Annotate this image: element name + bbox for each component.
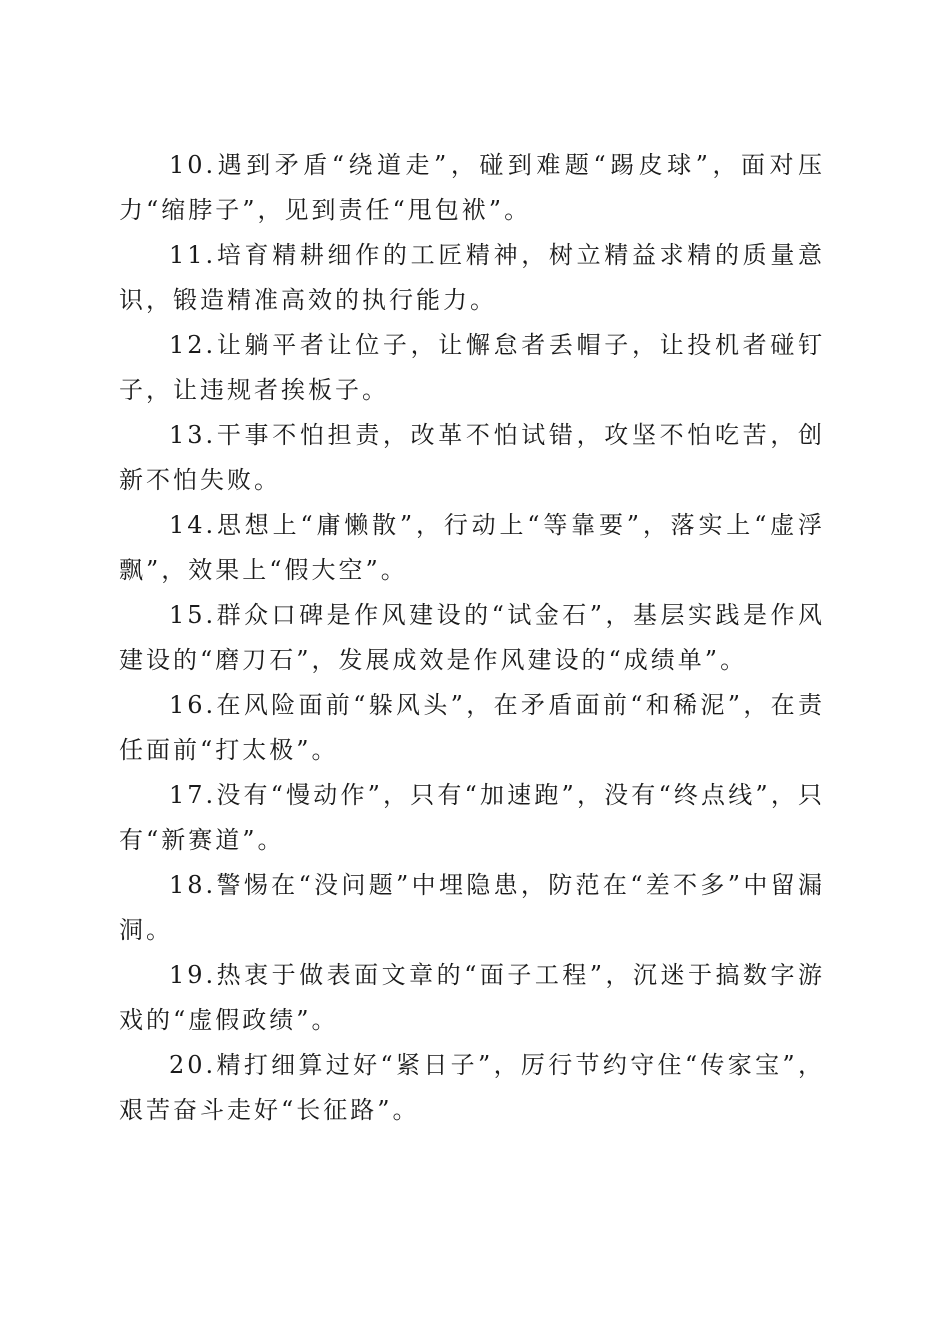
list-item [119, 863, 825, 953]
list-item [119, 233, 825, 323]
list-item [119, 503, 825, 593]
item-text: 让躺平者让位子，让懈怠者丢帽子，让投机者碰钉子，让违规者挨板子。 [119, 331, 825, 404]
item-number: 19. [169, 961, 217, 989]
item-number: 11. [169, 241, 217, 269]
item-number: 18. [169, 871, 217, 899]
list-item [119, 953, 825, 1043]
item-text: 警惕在“没问题”中埋隐患，防范在“差不多”中留漏洞。 [119, 871, 825, 944]
item-number: 16. [169, 691, 217, 719]
item-number: 20. [169, 1051, 217, 1079]
item-text: 没有“慢动作”，只有“加速跑”，没有“终点线”，只有“新赛道”。 [119, 781, 825, 854]
item-number: 15. [169, 601, 217, 629]
item-number: 10. [169, 151, 217, 179]
list-item [119, 593, 825, 683]
item-text: 群众口碑是作风建设的“试金石”，基层实践是作风建设的“磨刀石”，发展成效是作风建设的“成绩单”。 [119, 601, 825, 674]
item-text: 热衷于做表面文章的“面子工程”，沉迷于搞数字游戏的“虚假政绩”。 [119, 961, 825, 1034]
item-number: 12. [169, 331, 217, 359]
list-item [119, 413, 825, 503]
item-number: 13. [169, 421, 217, 449]
list-item [119, 143, 825, 233]
item-number: 14. [169, 511, 217, 539]
item-number: 17. [169, 781, 217, 809]
item-text: 培育精耕细作的工匠精神，树立精益求精的质量意识，锻造精准高效的执行能力。 [119, 241, 825, 314]
list-item [119, 1043, 825, 1133]
item-text: 思想上“庸懒散”，行动上“等靠要”，落实上“虚浮飘”，效果上“假大空”。 [119, 511, 825, 584]
document-body [119, 143, 825, 1133]
list-item [119, 323, 825, 413]
list-item [119, 773, 825, 863]
item-text: 在风险面前“躲风头”，在矛盾面前“和稀泥”，在责任面前“打太极”。 [119, 691, 825, 764]
item-text: 精打细算过好“紧日子”，厉行节约守住“传家宝”，艰苦奋斗走好“长征路”。 [119, 1051, 825, 1124]
item-text: 干事不怕担责，改革不怕试错，攻坚不怕吃苦，创新不怕失败。 [119, 421, 825, 494]
item-text: 遇到矛盾“绕道走”，碰到难题“踢皮球”，面对压力“缩脖子”，见到责任“甩包袱”。 [119, 151, 825, 224]
list-item [119, 683, 825, 773]
